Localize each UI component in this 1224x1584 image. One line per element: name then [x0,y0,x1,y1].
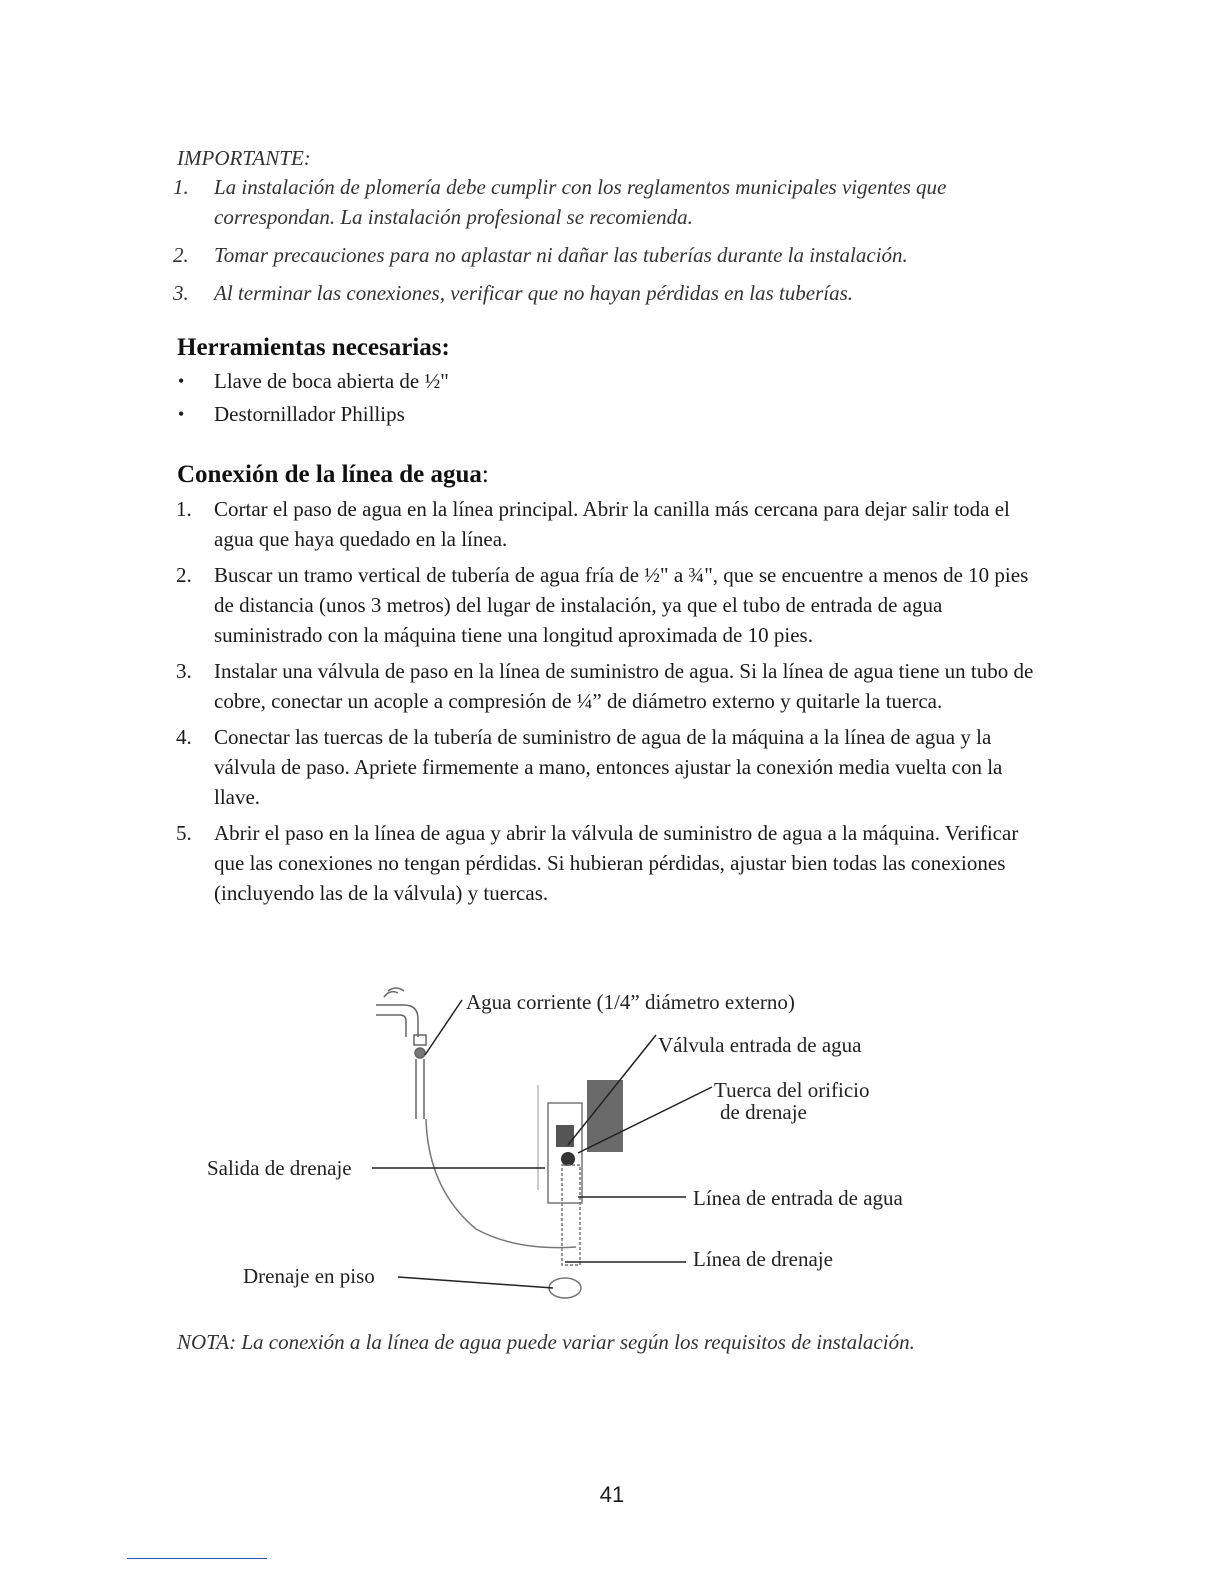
step-item: 2. Buscar un tramo vertical de tubería de agua fría de ½" a ¾", que se encuentre a menos de 10 pies de distancia (unos 3 metros) del lugar de instalación, ya que el tubo de entrada de agua suministrado con la máquina tiene una longitud aproximada de 10 pies. [176,563,1029,647]
label-running-water: Agua corriente (1/4” diámetro externo) [466,990,795,1014]
label-drain-nut: Tuerca del orificio [714,1078,870,1102]
label-inlet-line: Línea de entrada de agua [693,1186,903,1210]
important-list [170,172,1040,316]
water-connection-steps [170,494,1050,914]
footer-divider [127,1558,267,1559]
page-number: 41 [599,1482,625,1507]
note: NOTA: La conexión a la línea de agua puede variar según los requisitos de instalación. [177,1330,915,1354]
list-item: • Destornillador Phillips [178,402,405,426]
drain-hose [426,1119,576,1248]
faucet-icon [376,988,426,1119]
step-item: 4. Conectar las tuercas de la tubería de suministro de agua de la máquina a la línea de agua y la válvula de paso. Apriete firmemente a mano, entonces ajustar la conexión media vuelta con la llave. [176,725,1003,809]
important-item: 3. Al terminar las conexiones, verificar que no hayan pérdidas en las tuberías. [173,281,854,305]
label-drain-nut-2: de drenaje [720,1100,807,1124]
step-item: 3. Instalar una válvula de paso en la línea de suministro de agua. Si la línea de agua tiene un tubo de cobre, conectar un acople a compresión de ¼” de diámetro externo y quitarle la tuerca. [176,659,1034,713]
label-inlet-valve: Válvula entrada de agua [658,1033,862,1057]
important-item: 1. La instalación de plomería debe cumplir con los reglamentos municipales vigentes que correspondan. La instalación profesional se recomienda. [173,175,947,229]
label-drain-line: Línea de drenaje [693,1247,833,1271]
label-floor-drain: Drenaje en piso [243,1264,375,1288]
step-item: 1. Cortar el paso de agua en la línea principal. Abrir la canilla más cercana para dejar salir toda el agua que haya quedado en la línea. [176,497,1010,551]
tools-list [170,366,870,432]
step-item: 5. Abrir el paso en la línea de agua y abrir la válvula de suministro de agua a la máquina. Verificar que las conexiones no tengan pérdidas. Si hubieran pérdidas, ajustar bien todas las conexiones (incluyendo las de la válvula) y tuercas. [176,821,1019,905]
important-title: IMPORTANTE: [177,146,311,170]
valve-assembly [538,1080,623,1298]
list-item: • Llave de boca abierta de ½" [178,369,449,393]
label-drain-outlet: Salida de drenaje [207,1156,352,1180]
important-item: 2. Tomar precauciones para no aplastar ni dañar las tuberías durante la instalación. [173,243,908,267]
water-connection-heading: Conexión de la línea de agua: [177,461,489,488]
tools-heading: Herramientas necesarias: [177,334,450,361]
water-connection-diagram [0,975,1224,1315]
floor-drain-icon [549,1278,581,1298]
